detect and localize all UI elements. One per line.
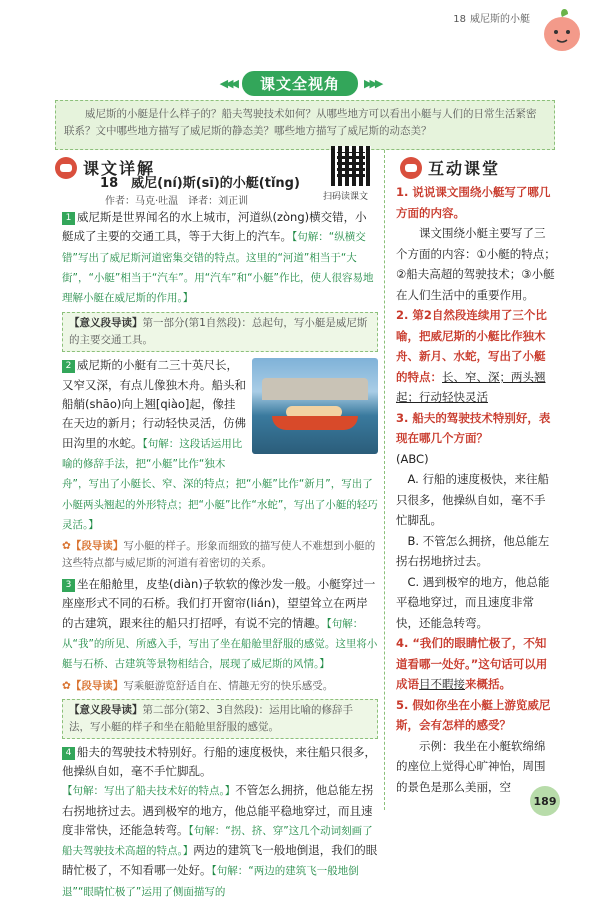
peach-mascot-icon [538, 4, 586, 54]
question-5: 5. 假如你坐在小艇上游览威尼斯，会有怎样的感受？ [396, 697, 551, 732]
arrows-right-icon: ▶▶▶ [364, 76, 381, 90]
page-number: 189 [530, 786, 560, 816]
mascot-icon [400, 157, 422, 179]
question-1: 1. 说说课文围绕小艇写了哪几方面的内容。 [396, 185, 551, 220]
section-guide-2: 【意义段导读】第二部分(第2、3自然段)：运用比喻的修辞手法，写小艇的样子和坐在船舱里舒服的感觉。 [62, 699, 378, 739]
interactive-questions [396, 182, 556, 797]
answer-5: 示例：我坐在小艇软绵绵的座位上觉得心旷神怡，周围的景色是那么美丽，空 [396, 738, 546, 794]
qr-label: 扫码读课文 [323, 192, 369, 202]
venice-gondola-photo [252, 358, 378, 454]
lesson-title: 18 威尼(ní)斯(sī)的小艇(tǐng) [100, 176, 300, 191]
arrows-left-icon: ◀◀◀ [219, 76, 236, 90]
paragraph-guide-2: ✿【段导读】写乘艇游览舒适自在、情趣无穷的快乐感受。 [62, 679, 334, 692]
section-guide-1: 【意义段导读】第一部分(第1自然段)：总起句，写小艇是威尼斯的主要交通工具。 [62, 312, 378, 352]
paragraph-2: 2 威尼斯的小艇有二三十英尺长，又窄又深，有点儿像独木舟。船头和船艄(shāo)向上翘[qiào]起，像挂在天边的新月；行动轻快灵活，仿佛田沟里的水蛇。【句解：这段话运用比喻的修辞手法，把“小艇”比作“独木舟”，写出了小艇长、窄、深的特点；把“小艇”比作“新月”，写出了小艇两头翘起的外形特点；把“小艇”比作“水蛇”，写出了小艇的轻巧灵活。】 [62, 358, 378, 531]
mascot-icon [55, 157, 77, 179]
column-divider [384, 150, 385, 810]
option-c: C. 遇到极窄的地方，他总能平稳地穿过，而且速度非常快，还能急转弯。 [396, 574, 550, 630]
paragraph-1: 1 威尼斯是世界闻名的水上城市，河道纵(zòng)横交错，小艇成了主要的交通工具，等于大街上的汽车。【句解：“纵横交错”写出了威尼斯河道密集交错的特点。这里的“河道”相当于“大街”，“小艇”相当于“汽车”。用“汽车”和“小艇”作比，使人很容易地理解小艇在威尼斯的作用。】 [62, 210, 374, 305]
left-section-head: 课文详解 [55, 156, 155, 179]
question-2: 2. 第2自然段连续用了三个比喻，把威尼斯的小艇比作独木舟、新月、水蛇，写出了小艇的特点：长、窄、深；两头翘起；行动轻快灵活 [396, 308, 547, 404]
paragraph-4: 4 船夫的驾驶技术特别好。行船的速度极快，来往船只很多，他操纵自如，毫不手忙脚乱。【句解：写出了船夫技术好的特点。】不管怎么拥挤，他总能左拐右拐地挤过去。遇到极窄的地方，他总能平稳地穿过，而且速度非常快，还能急转弯。【句解：“拐、挤、穿”这几个动词刻画了船夫驾驶技术高超的特点。】两边的建筑飞一般地倒退，我们的眼睛忙极了，不知看哪一处好。【句解：“两边的建筑飞一般地倒退”“眼睛忙极了”运用了侧面描写的 [62, 744, 378, 898]
running-head: 18 威尼斯的小艇 [453, 14, 530, 25]
section-banner: ◀◀◀ 课文全视角 ▶▶▶ [200, 70, 400, 96]
lesson-text [62, 208, 378, 902]
answer-1: 课文围绕小艇主要写了三个方面的内容：①小艇的特点；②船夫高超的驾驶技术；③小艇在人们生活中的重要作用。 [396, 226, 556, 302]
qr-code[interactable] [331, 146, 371, 186]
question-4: 4. “我们的眼睛忙极了，不知道看哪一处好。”这句话可以用成语目不暇接来概括。 [396, 636, 548, 691]
paragraph-guide-1: ✿【段导读】写小艇的样子。形象而细致的描写使人不难想到小艇的这些特点都与威尼斯的河道有着密切的关系。 [62, 540, 376, 570]
option-b: B. 不管怎么拥挤，他总能左拐右拐地挤过去。 [396, 533, 550, 568]
answer-3-key: (ABC) [396, 451, 429, 466]
author-line: 作者：马克·吐温 译者：刘正训 [105, 196, 249, 207]
option-a: A. 行船的速度极快，来往船只很多，他操纵自如，毫不手忙脚乱。 [396, 472, 549, 527]
right-section-head: 互动课堂 [400, 156, 500, 179]
intro-questions: 威尼斯的小艇是什么样子的？船夫驾驶技术如何？从哪些地方可以看出小艇与人们的日常生活紧密联系？文中哪些地方描写了威尼斯的静态美？哪些地方描写了威尼斯的动态美？ [55, 100, 555, 150]
paragraph-3: 3 坐在船舱里，皮垫(diàn)子软软的像沙发一般。小艇穿过一座座形式不同的石桥。我们打开窗帘(lián)，望望耸立在两岸的古建筑，跟来往的船只打招呼，有说不完的情趣。【句解：从“我”的所见、所感入手，写出了坐在船舱里舒服的感觉。这里将小艇与石桥、古建筑等景物相结合，展现了威尼斯的风情。】 [62, 577, 378, 671]
question-3: 3. 船夫的驾驶技术特别好，表现在哪几个方面？ [396, 410, 551, 445]
